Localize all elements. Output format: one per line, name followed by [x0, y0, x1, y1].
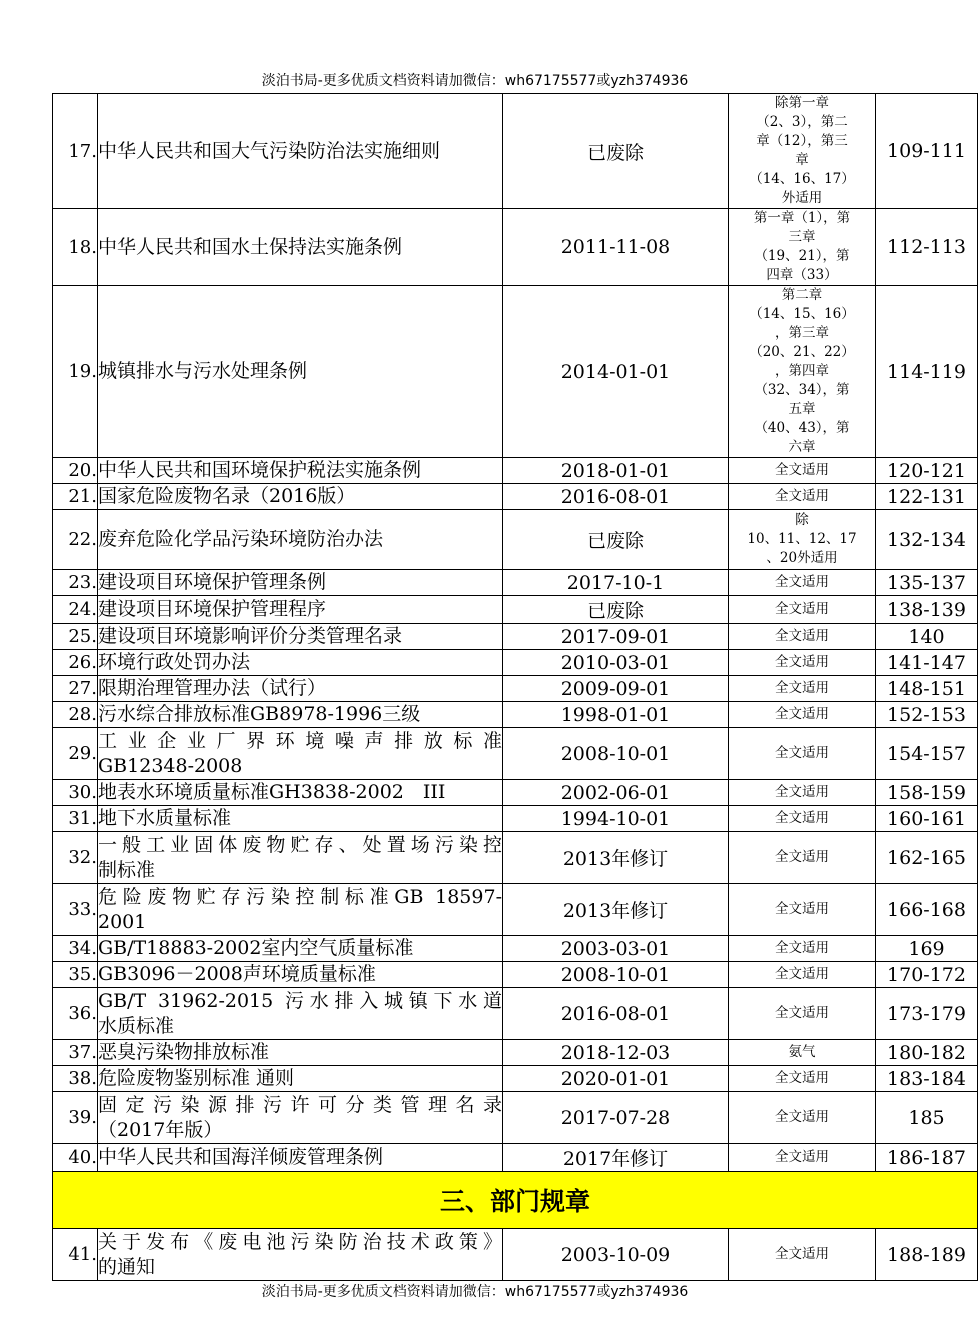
row-number: 18. [53, 209, 98, 286]
applicable-scope-line: 全文适用 [775, 601, 829, 617]
effective-date: 2009-09-01 [503, 676, 729, 702]
row-number: 19. [53, 286, 98, 458]
applicable-scope [729, 1144, 876, 1172]
applicable-scope-line: 除 [795, 512, 809, 528]
regulation-name: 建设项目环境保护管理程序 [98, 596, 503, 624]
applicable-scope-line: （20、21、22） [749, 344, 855, 360]
table-row [53, 596, 978, 624]
applicable-scope-line: （14、15、16） [749, 306, 855, 322]
applicable-scope-line: 全文适用 [775, 784, 829, 800]
department-rules-rows [53, 1229, 978, 1281]
effective-date: 2008-10-01 [503, 962, 729, 988]
regulation-name [98, 728, 503, 780]
effective-date: 已废除 [503, 94, 729, 209]
row-number: 27. [53, 676, 98, 702]
page-range: 141-147 [876, 650, 978, 676]
table-row [53, 94, 978, 209]
applicable-scope [729, 702, 876, 728]
page-range: 160-161 [876, 806, 978, 832]
regulation-name: 环境行政处罚办法 [98, 650, 503, 676]
regulation-name: 中华人民共和国水土保持法实施条例 [98, 209, 503, 286]
applicable-scope-line: 10、11、12、17 [747, 531, 857, 547]
table-row [53, 1229, 978, 1281]
effective-date: 2013年修订 [503, 832, 729, 884]
applicable-scope-line: 全文适用 [775, 488, 829, 504]
row-number: 21. [53, 484, 98, 510]
applicable-scope-line: 全文适用 [775, 1005, 829, 1021]
page-range: 185 [876, 1092, 978, 1144]
effective-date: 2018-01-01 [503, 458, 729, 484]
regulation-name [98, 988, 503, 1040]
page-range: 120-121 [876, 458, 978, 484]
row-number: 25. [53, 624, 98, 650]
applicable-scope [729, 1066, 876, 1092]
applicable-scope [729, 728, 876, 780]
applicable-scope [729, 286, 876, 458]
regulation-name-line: 一般工业固体废物贮存、处置场污染控 [98, 833, 502, 856]
applicable-scope-line: （14、16、17） [749, 171, 855, 187]
table-row [53, 676, 978, 702]
page-range: 109-111 [876, 94, 978, 209]
applicable-scope-line: 全文适用 [775, 745, 829, 761]
regulation-name-line: 关于发布《废电池污染防治技术政策》 [98, 1230, 502, 1253]
page-range: 132-134 [876, 510, 978, 570]
applicable-scope [729, 1229, 876, 1281]
applicable-scope-line: 三章 [788, 229, 816, 245]
applicable-scope [729, 884, 876, 936]
regulation-name: 危险废物鉴别标准 通则 [98, 1066, 503, 1092]
applicable-scope [729, 650, 876, 676]
regulation-name: 恶臭污染物排放标准 [98, 1040, 503, 1066]
applicable-scope-line: 外适用 [781, 190, 823, 206]
table-row [53, 209, 978, 286]
applicable-scope-line: 全文适用 [775, 1070, 829, 1086]
applicable-scope [729, 676, 876, 702]
table-row [53, 650, 978, 676]
effective-date: 2018-12-03 [503, 1040, 729, 1066]
effective-date: 2017-10-1 [503, 570, 729, 596]
effective-date: 已废除 [503, 510, 729, 570]
applicable-scope-line: 全文适用 [775, 940, 829, 956]
row-number: 28. [53, 702, 98, 728]
applicable-scope-line: 全文适用 [775, 901, 829, 917]
row-number: 17. [53, 94, 98, 209]
applicable-scope-line: 除第一章 [775, 95, 829, 111]
regulation-name: 城镇排水与污水处理条例 [98, 286, 503, 458]
applicable-scope-line: （2、3），第二 [756, 114, 848, 130]
page-range: 180-182 [876, 1040, 978, 1066]
effective-date: 2017-09-01 [503, 624, 729, 650]
applicable-scope-line: 六章 [788, 439, 816, 455]
applicable-scope-line: 全文适用 [775, 1149, 829, 1165]
page-range: 186-187 [876, 1144, 978, 1172]
applicable-scope-line: 第二章 [781, 287, 823, 303]
applicable-scope-line: ，第三章 [775, 325, 829, 341]
applicable-scope-line: 氨气 [788, 1044, 816, 1060]
section-title: 三、部门规章 [53, 1172, 978, 1229]
row-number: 29. [53, 728, 98, 780]
regulations-table [52, 93, 978, 1281]
row-number: 34. [53, 936, 98, 962]
regulation-name-line: 制标准 [98, 858, 156, 881]
applicable-scope-line: 四章（33） [766, 267, 838, 283]
table-row [53, 936, 978, 962]
regulation-name [98, 1092, 503, 1144]
regulation-name: 地下水质量标准 [98, 806, 503, 832]
table-row [53, 570, 978, 596]
row-number: 39. [53, 1092, 98, 1144]
table-row [53, 728, 978, 780]
effective-date: 2017-07-28 [503, 1092, 729, 1144]
effective-date: 2017年修订 [503, 1144, 729, 1172]
applicable-scope-line: 第一章（1），第 [753, 210, 851, 226]
page-range: 112-113 [876, 209, 978, 286]
row-number: 23. [53, 570, 98, 596]
applicable-scope-line: 、20外适用 [766, 550, 838, 566]
applicable-scope-line: 全文适用 [775, 1109, 829, 1125]
regulation-name-line: GB12348-2008 [98, 754, 243, 777]
regulation-name-line: 水质标准 [98, 1014, 175, 1037]
table-row [53, 1066, 978, 1092]
applicable-scope-line: 全文适用 [775, 654, 829, 670]
applicable-scope-line: （32、34），第 [754, 382, 850, 398]
applicable-scope [729, 780, 876, 806]
effective-date: 2011-11-08 [503, 209, 729, 286]
page-range: 138-139 [876, 596, 978, 624]
effective-date: 2002-06-01 [503, 780, 729, 806]
applicable-scope [729, 988, 876, 1040]
page-footer: 淡泊书局-更多优质文档资料请加微信：wh67175577或yzh374936 [261, 1284, 689, 1300]
row-number: 35. [53, 962, 98, 988]
applicable-scope [729, 94, 876, 209]
regulation-name: 地表水环境质量标准GH3838-2002 III [98, 780, 503, 806]
effective-date: 已废除 [503, 596, 729, 624]
row-number: 33. [53, 884, 98, 936]
page-range: 152-153 [876, 702, 978, 728]
regulation-name: 中华人民共和国大气污染防治法实施细则 [98, 94, 503, 209]
regulations-rows [53, 94, 978, 1172]
applicable-scope [729, 624, 876, 650]
applicable-scope-line: 全文适用 [775, 966, 829, 982]
page-range: 173-179 [876, 988, 978, 1040]
applicable-scope-line: 五章 [788, 401, 816, 417]
regulation-name [98, 832, 503, 884]
applicable-scope-line: （40、43），第 [754, 420, 850, 436]
row-number: 30. [53, 780, 98, 806]
regulation-name-line: 工业企业厂界环境噪声排放标准 [98, 729, 502, 752]
page-range: 135-137 [876, 570, 978, 596]
table-row [53, 780, 978, 806]
page-range: 166-168 [876, 884, 978, 936]
page-range: 122-131 [876, 484, 978, 510]
row-number: 24. [53, 596, 98, 624]
applicable-scope [729, 1092, 876, 1144]
applicable-scope-line: 章 [795, 152, 809, 168]
regulation-name: 建设项目环境影响评价分类管理名录 [98, 624, 503, 650]
regulation-name: 中华人民共和国海洋倾废管理条例 [98, 1144, 503, 1172]
effective-date: 2003-10-09 [503, 1229, 729, 1281]
applicable-scope [729, 806, 876, 832]
regulation-name: 建设项目环境保护管理条例 [98, 570, 503, 596]
effective-date: 1994-10-01 [503, 806, 729, 832]
regulation-name: GB/T18883-2002室内空气质量标准 [98, 936, 503, 962]
regulation-name-line: 2001 [98, 910, 147, 933]
table-row [53, 510, 978, 570]
applicable-scope [729, 936, 876, 962]
table-row [53, 988, 978, 1040]
table-row [53, 1144, 978, 1172]
table-row [53, 1092, 978, 1144]
regulation-name: 中华人民共和国环境保护税法实施条例 [98, 458, 503, 484]
table-row [53, 702, 978, 728]
applicable-scope [729, 596, 876, 624]
regulation-name-line: （2017年版） [98, 1118, 223, 1141]
row-number: 22. [53, 510, 98, 570]
row-number: 40. [53, 1144, 98, 1172]
page-range: 140 [876, 624, 978, 650]
regulation-name: 国家危险废物名录（2016版） [98, 484, 503, 510]
regulation-name [98, 884, 503, 936]
row-number: 20. [53, 458, 98, 484]
regulation-name [98, 1229, 503, 1281]
applicable-scope-line: 全文适用 [775, 849, 829, 865]
row-number: 32. [53, 832, 98, 884]
applicable-scope-line: 全文适用 [775, 706, 829, 722]
effective-date: 2003-03-01 [503, 936, 729, 962]
effective-date: 2016-08-01 [503, 484, 729, 510]
table-row [53, 884, 978, 936]
regulation-name-line: 危险废物贮存污染控制标准GB 18597- [98, 885, 502, 908]
table-row [53, 832, 978, 884]
applicable-scope-line: 章（12），第三 [756, 133, 848, 149]
page-range: 183-184 [876, 1066, 978, 1092]
effective-date: 2020-01-01 [503, 1066, 729, 1092]
applicable-scope-line: （19、21），第 [754, 248, 850, 264]
applicable-scope-line: 全文适用 [775, 462, 829, 478]
regulation-name-line: GB/T 31962-2015 污水排入城镇下水道 [98, 989, 502, 1012]
applicable-scope [729, 570, 876, 596]
page-header: 淡泊书局-更多优质文档资料请加微信：wh67175577或yzh374936 [261, 73, 689, 89]
table-row [53, 806, 978, 832]
effective-date: 2008-10-01 [503, 728, 729, 780]
page-range: 162-165 [876, 832, 978, 884]
applicable-scope [729, 1040, 876, 1066]
row-number: 26. [53, 650, 98, 676]
regulation-name-line: 固定污染源排污许可分类管理名录 [98, 1093, 502, 1116]
effective-date: 1998-01-01 [503, 702, 729, 728]
applicable-scope [729, 832, 876, 884]
page-range: 158-159 [876, 780, 978, 806]
effective-date: 2013年修订 [503, 884, 729, 936]
applicable-scope-line: 全文适用 [775, 680, 829, 696]
applicable-scope-line: ，第四章 [775, 363, 829, 379]
table-row [53, 484, 978, 510]
applicable-scope [729, 962, 876, 988]
page-range: 114-119 [876, 286, 978, 458]
row-number: 37. [53, 1040, 98, 1066]
applicable-scope [729, 484, 876, 510]
section-header-row [53, 1172, 978, 1229]
row-number: 36. [53, 988, 98, 1040]
table-row [53, 286, 978, 458]
applicable-scope [729, 209, 876, 286]
regulation-name-line: 的通知 [98, 1255, 156, 1278]
table-row [53, 624, 978, 650]
row-number: 38. [53, 1066, 98, 1092]
page-range: 170-172 [876, 962, 978, 988]
regulation-name: 污水综合排放标准GB8978-1996三级 [98, 702, 503, 728]
regulation-name: GB3096－2008声环境质量标准 [98, 962, 503, 988]
regulation-name: 限期治理管理办法（试行） [98, 676, 503, 702]
page-range: 169 [876, 936, 978, 962]
applicable-scope-line: 全文适用 [775, 628, 829, 644]
page-range: 148-151 [876, 676, 978, 702]
row-number: 41. [53, 1229, 98, 1281]
applicable-scope-line: 全文适用 [775, 810, 829, 826]
page-range: 154-157 [876, 728, 978, 780]
applicable-scope-line: 全文适用 [775, 1246, 829, 1262]
row-number: 31. [53, 806, 98, 832]
table-row [53, 1040, 978, 1066]
effective-date: 2016-08-01 [503, 988, 729, 1040]
applicable-scope-line: 全文适用 [775, 574, 829, 590]
effective-date: 2014-01-01 [503, 286, 729, 458]
applicable-scope [729, 458, 876, 484]
applicable-scope [729, 510, 876, 570]
table-row [53, 458, 978, 484]
table-row [53, 962, 978, 988]
effective-date: 2010-03-01 [503, 650, 729, 676]
regulation-name: 废弃危险化学品污染环境防治办法 [98, 510, 503, 570]
page-range: 188-189 [876, 1229, 978, 1281]
